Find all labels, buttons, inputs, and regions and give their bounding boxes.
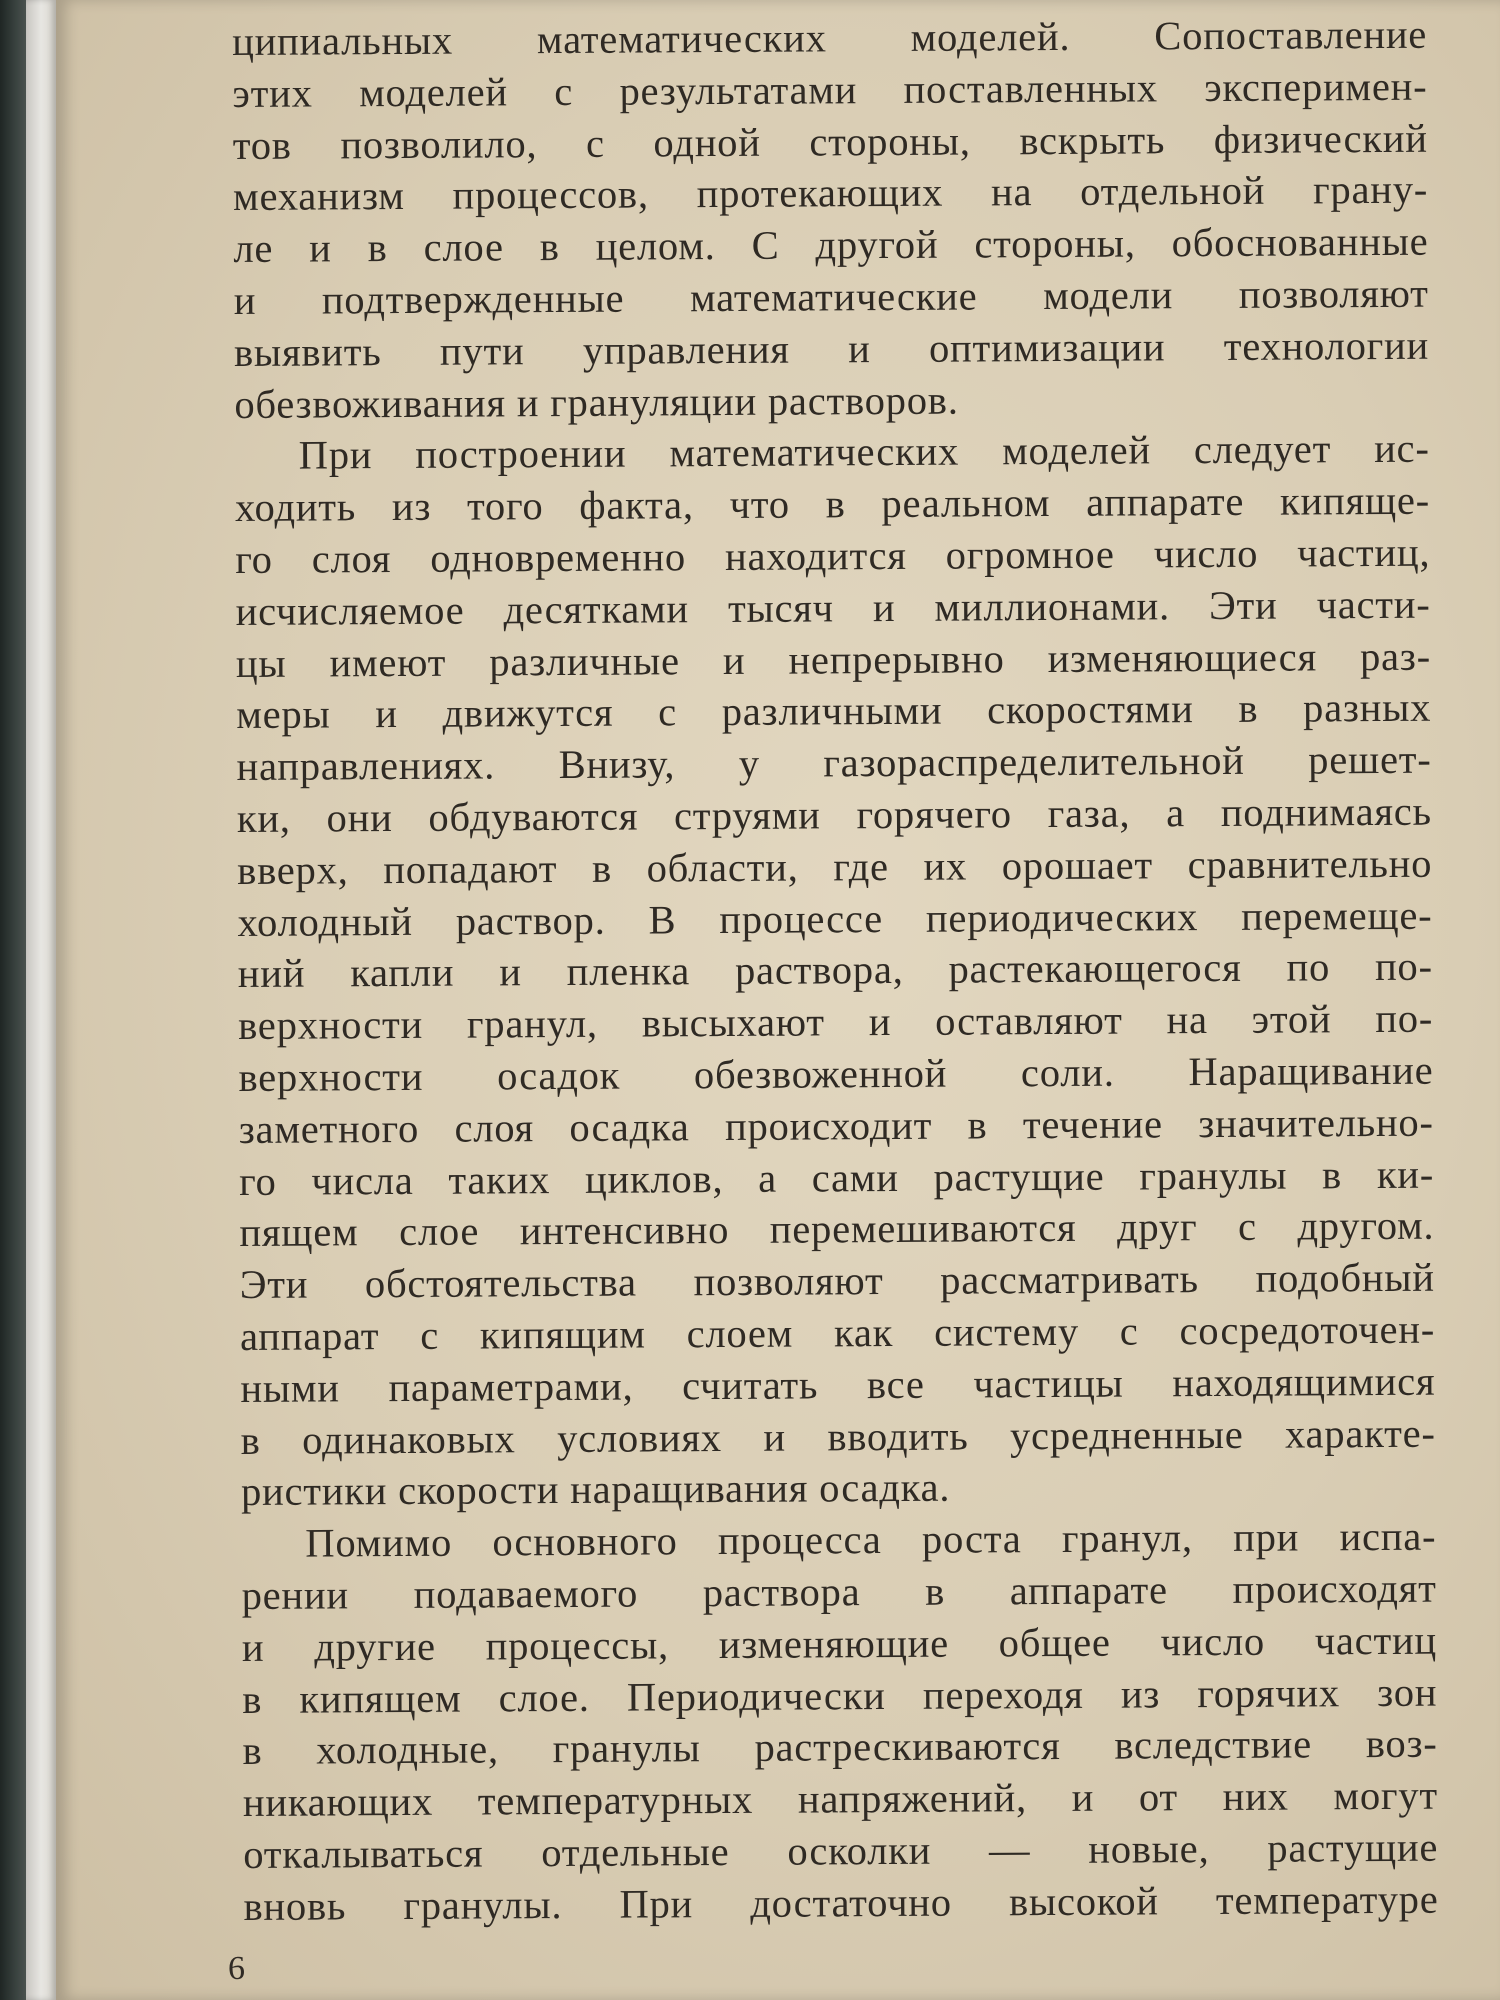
text-line: тов позволило, с одной стороны, вскрыть физический: [232, 115, 1428, 168]
text-line: в холодные, гранулы растрескиваются вследствие воз-: [242, 1720, 1438, 1774]
text-line: цы имеют различные и непрерывно изменяющиеся раз-: [235, 633, 1432, 686]
text-line: холодный раствор. В процессе периодических перемеще-: [237, 892, 1433, 945]
text-line: аппарат с кипящим слоем как систему с сосредоточен-: [239, 1306, 1436, 1359]
text-line: ходить из того факта, что в реальном аппарате кипяще-: [234, 477, 1431, 531]
text-line: пящем слое интенсивно перемешиваются друг с другом.: [239, 1203, 1435, 1256]
text-line: в одинаковых условиях и вводить усредненные характе-: [240, 1410, 1436, 1463]
text-line: обезвоживания и грануляции растворов.: [234, 377, 959, 427]
text-line: ле и в слое в целом. С другой стороны, обоснованные: [233, 218, 1429, 272]
text-line: исчисляемое десятками тысяч и миллионами. Эти части-: [235, 581, 1431, 634]
text-line: рении подаваемого раствора в аппарате происходят: [241, 1565, 1437, 1618]
text-line: вновь гранулы. При достаточно высокой температуре: [243, 1876, 1439, 1929]
text-line: ки, они обдуваются струями горячего газа, а поднимаясь: [236, 788, 1433, 841]
text-line: ний капли и пленка раствора, растекающегося по по-: [237, 944, 1433, 997]
text-line: меры и движутся с различными скоростями в разных: [236, 685, 1432, 738]
book-page: [56, 0, 1500, 2000]
background-binding: [0, 0, 26, 2000]
paragraph-3: [241, 1511, 1439, 1933]
text-line: и подтвержденные математические модели позволяют: [233, 270, 1429, 323]
text-line: направлениях. Внизу, у газораспределительной решет-: [236, 736, 1432, 790]
text-line: верхности осадок обезвоженной соли. Наращивание: [238, 1047, 1434, 1100]
text-line: заметного слоя осадка происходит в течение значительно-: [238, 1099, 1434, 1152]
text-line: ципиальных математических моделей. Сопоставление: [232, 11, 1428, 64]
text-line: механизм процессов, протекающих на отдельной грану-: [232, 167, 1429, 220]
text-line: никающих температурных напряжений, и от них могут: [242, 1772, 1439, 1826]
text-line: и другие процессы, изменяющие общее число частиц: [241, 1617, 1438, 1670]
paragraph-1: [232, 9, 1430, 431]
page-text: [232, 9, 1439, 1933]
text-line: выявить пути управления и оптимизации технологии: [233, 322, 1430, 375]
adjacent-page-edge: [26, 0, 56, 2000]
text-line: в кипящем слое. Периодически переходя из горячих зон: [242, 1669, 1438, 1722]
text-line: верхности гранул, высыхают и оставляют на этой по-: [238, 995, 1434, 1049]
text-line: откалываться отдельные осколки — новые, растущие: [243, 1824, 1439, 1877]
text-line: го числа таких циклов, а сами растущие гранулы в ки-: [238, 1151, 1435, 1204]
page-number: 6: [228, 1950, 245, 1987]
text-line: го слоя одновременно находится огромное число частиц,: [235, 529, 1431, 582]
text-line: При построении математических моделей следует ис-: [298, 426, 1430, 478]
text-line: Эти обстоятельства позволяют рассматривать подобный: [239, 1254, 1435, 1308]
text-line: этих моделей с результатами поставленных эксперимен-: [232, 63, 1428, 116]
text-line: вверх, попадают в области, где их орошает сравнительно: [237, 840, 1433, 893]
text-line: ными параметрами, считать все частицы находящимися: [240, 1358, 1436, 1411]
text-line: ристики скорости наращивания осадка.: [240, 1464, 951, 1515]
text-line: Помимо основного процесса роста гранул, при испа-: [305, 1513, 1437, 1566]
paragraph-2: [235, 423, 1437, 1518]
